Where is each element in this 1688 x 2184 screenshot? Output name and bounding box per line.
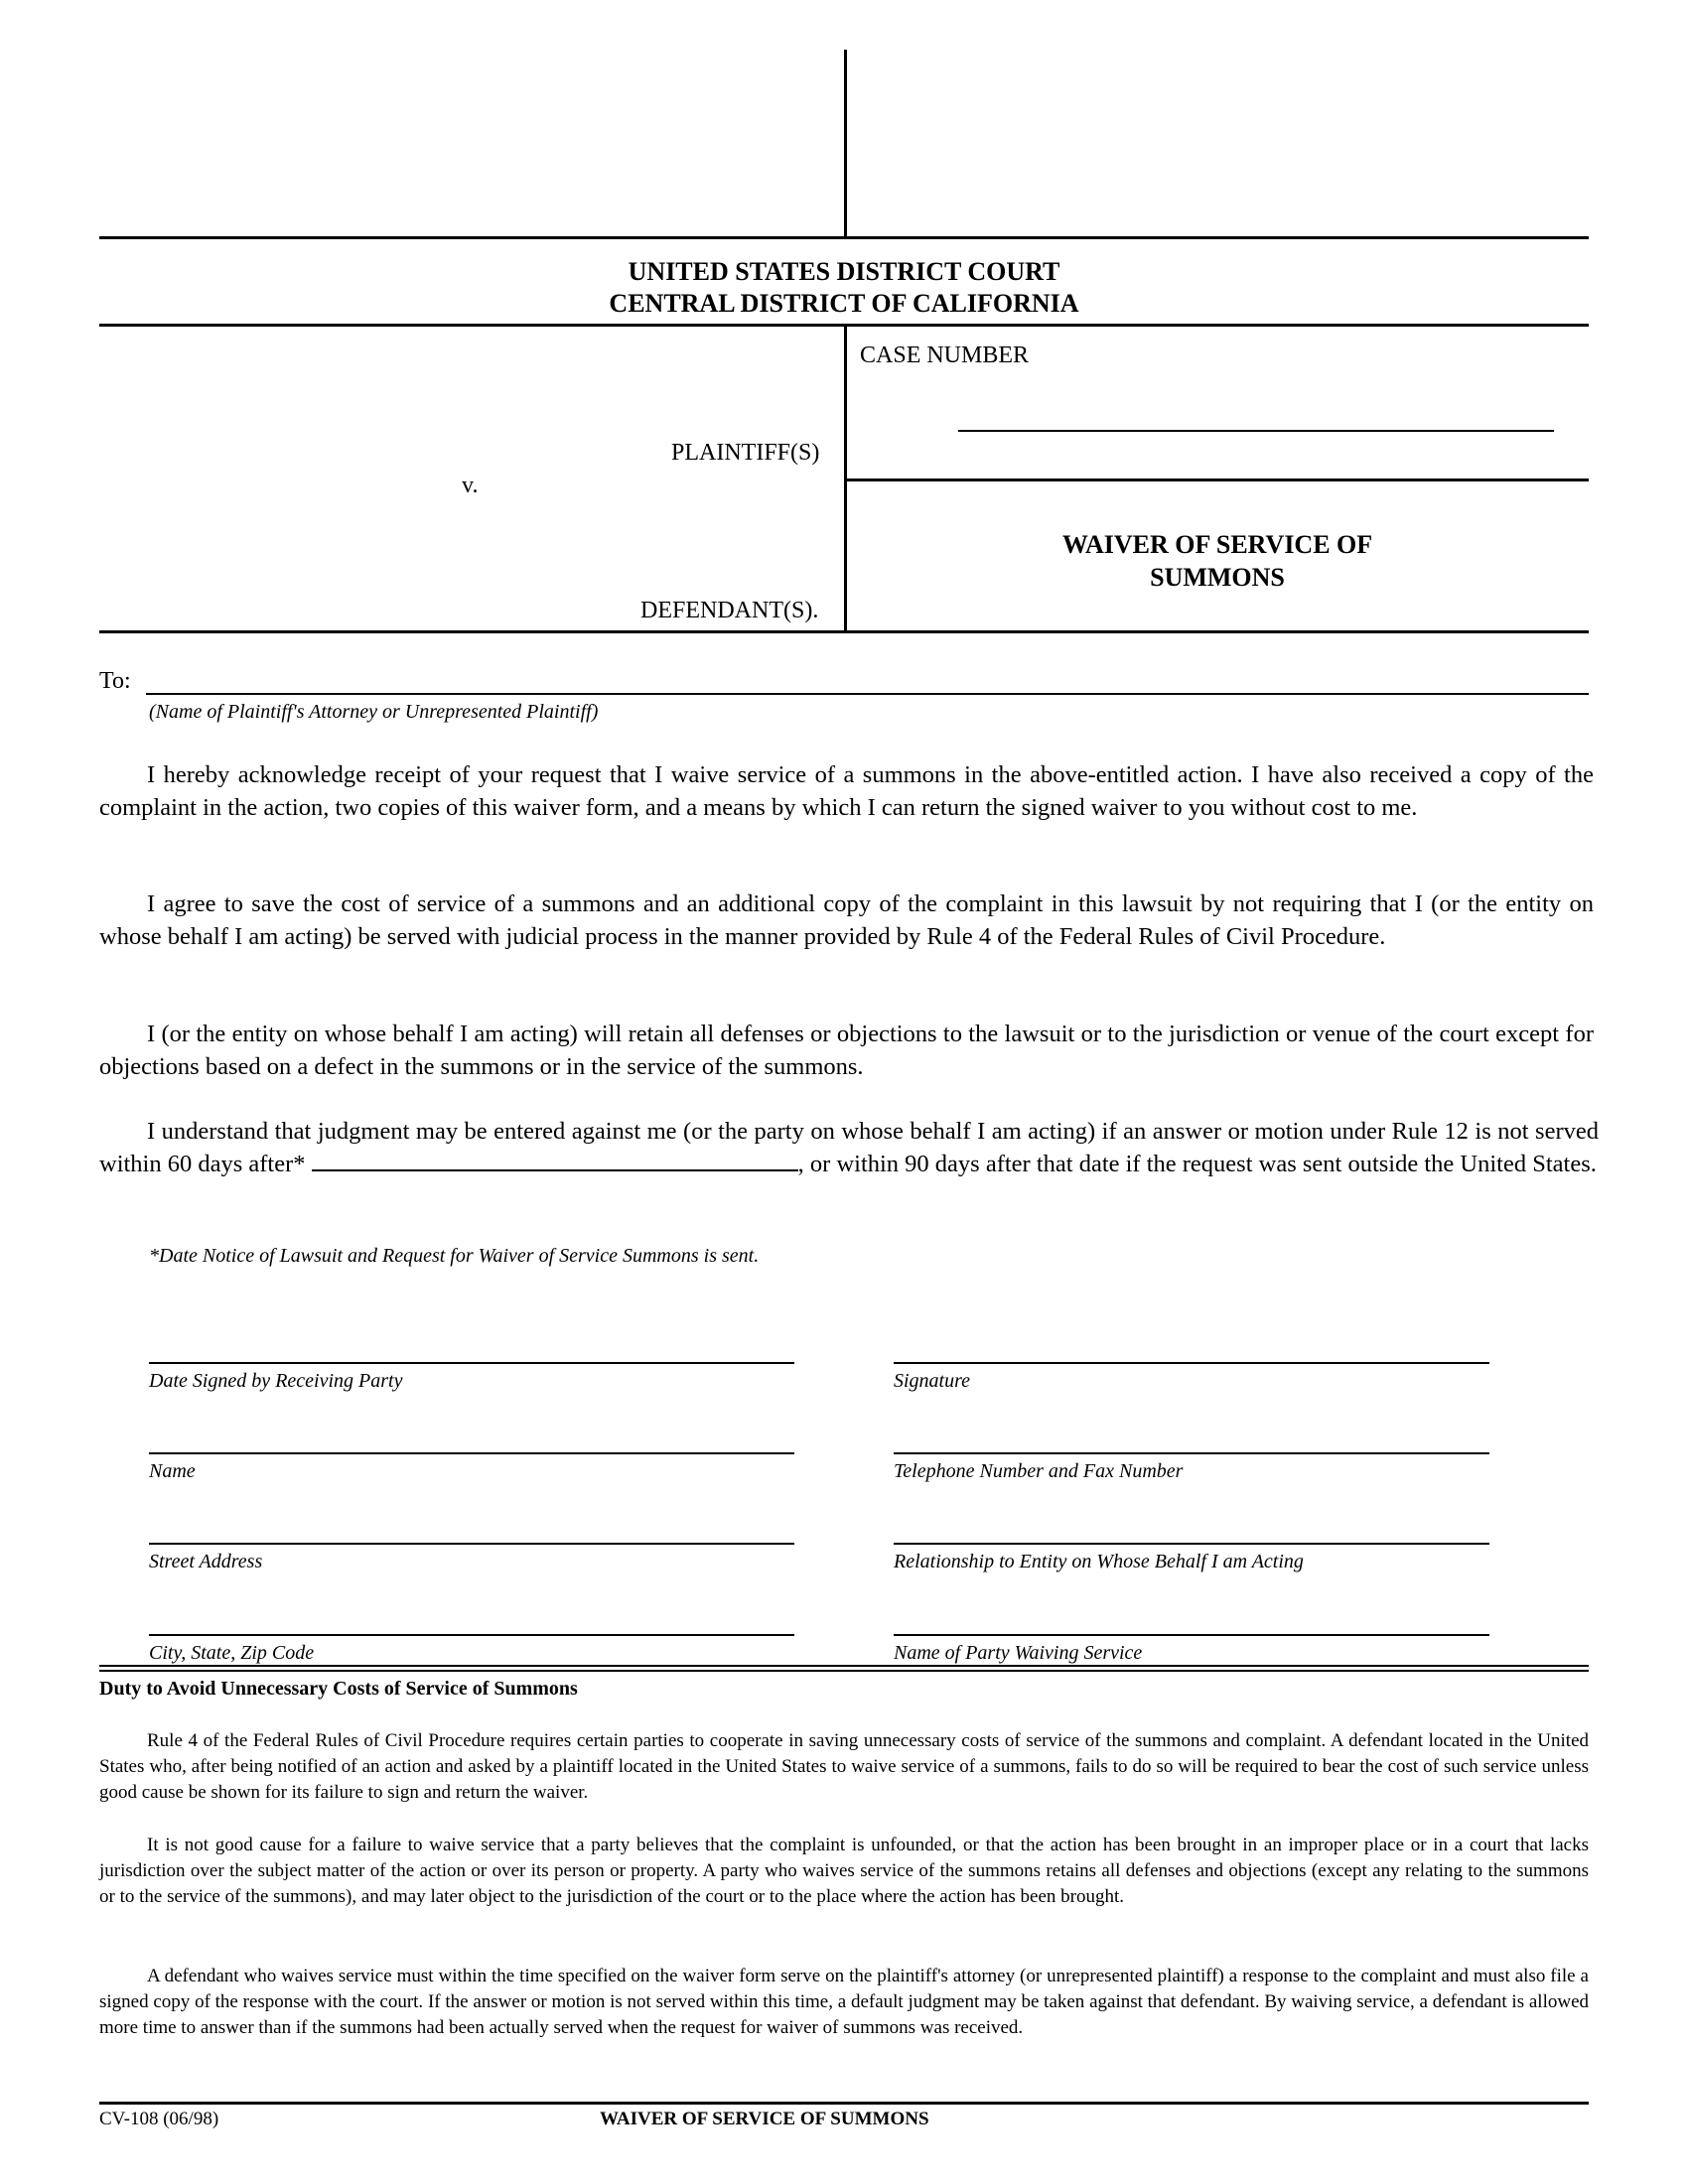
to-hint: (Name of Plaintiff's Attorney or Unrepresented Plaintiff)	[149, 701, 599, 723]
notice-date-field[interactable]	[312, 1148, 798, 1171]
versus-label: v.	[462, 473, 479, 498]
signature-label: Signature	[894, 1370, 971, 1392]
paragraph-retain-text: I (or the entity on whose behalf I am acting) will retain all defenses or objections to the lawsuit or to the jurisdiction or venue of the court except for objections based on a defect in the summons or in the service of the summons.	[99, 1021, 1594, 1080]
duty-paragraph-response-text: A defendant who waives service must within the time specified on the waiver form serve on the plaintiff's attorney (or unrepresented plaintiff) a response to the complaint and must also file a signed copy of the response with the court. If the answer or motion is not served within this time, a default judgment may be taken against that defendant. By waiving service, a defendant is allowed more time to answer than if the summons had been actually served when the request for waiver of summons was received.	[99, 1966, 1589, 2038]
paragraph-acknowledge-text: I hereby acknowledge receipt of your request that I waive service of a summons in the above-entitled action. I have also received a copy of the complaint in the action, two copies of this waiver form, and a means by which I can return the signed waiver to you without cost to me.	[99, 761, 1594, 821]
city-state-zip-field[interactable]	[149, 1634, 794, 1636]
form-title-line2: SUMMONS	[1150, 563, 1285, 592]
street-address-label: Street Address	[149, 1551, 263, 1572]
duty-paragraph-rule4	[99, 1728, 1589, 1806]
relationship-label: Relationship to Entity on Whose Behalf I am Acting	[894, 1551, 1304, 1572]
paragraph-judgment-text2: , or within 90 days after that date if the request was sent outside the United States.	[797, 1151, 1597, 1177]
duty-paragraph-good-cause	[99, 1833, 1589, 1910]
duty-paragraph-good-cause-text: It is not good cause for a failure to waive service that a party believes that the complaint is unfounded, or that the action has been brought in an improper place or in a court that lacks jurisdiction over the subject matter of the action or over its person or property. A party who waives service of the summons retains all defenses and objections (except any relating to the summons or to the service of the summons), and may later object to the jurisdiction of the court or to the place where the action has been brought.	[99, 1835, 1589, 1907]
form-number: CV-108 (06/98)	[99, 2109, 219, 2129]
form-title-line1: WAIVER OF SERVICE OF	[1061, 530, 1373, 559]
case-number-label: CASE NUMBER	[860, 342, 1030, 368]
plaintiff-label: PLAINTIFF(S)	[671, 440, 820, 466]
footer-form-title: WAIVER OF SERVICE OF SUMMONS	[600, 2109, 929, 2129]
caption-bottom-rule	[99, 630, 1589, 633]
header-top-rule	[99, 236, 1589, 239]
telephone-label: Telephone Number and Fax Number	[894, 1460, 1184, 1482]
to-label: To:	[99, 668, 131, 694]
paragraph-judgment	[99, 1115, 1599, 1180]
court-district: CENTRAL DISTRICT OF CALIFORNIA	[609, 289, 1079, 318]
paragraph-acknowledge	[99, 758, 1594, 824]
top-vertical-divider	[844, 50, 847, 238]
duty-heading: Duty to Avoid Unnecessary Costs of Service of Summons	[99, 1678, 578, 1700]
street-address-field[interactable]	[149, 1543, 794, 1545]
party-name-label: Name of Party Waiving Service	[894, 1642, 1143, 1664]
city-state-zip-label: City, State, Zip Code	[149, 1642, 315, 1664]
paragraph-agree	[99, 887, 1594, 953]
name-field[interactable]	[149, 1452, 794, 1454]
date-signed-label: Date Signed by Receiving Party	[149, 1370, 403, 1392]
party-name-field[interactable]	[894, 1634, 1489, 1636]
case-number-field[interactable]	[958, 430, 1554, 432]
paragraph-judgment-text1: I understand that judgment may be entered against me (or the party on whose behalf I am acting) if an answer or motion under Rule 12 is not served within 60 days after*	[99, 1118, 1599, 1177]
form-title	[846, 528, 1589, 594]
signature-field[interactable]	[894, 1362, 1489, 1364]
relationship-field[interactable]	[894, 1543, 1489, 1545]
paragraph-agree-text: I agree to save the cost of service of a summons and an additional copy of the complaint in this lawsuit by not requiring that I (or the entity on whose behalf I am acting) be served with judicial process in the manner provided by Rule 4 of the Federal Rules of Civil Procedure.	[99, 890, 1594, 950]
court-heading	[99, 256, 1589, 320]
duty-double-rule-bottom	[99, 1670, 1589, 1672]
court-name: UNITED STATES DISTRICT COURT	[628, 257, 1060, 286]
defendant-label: DEFENDANT(S).	[640, 598, 819, 623]
case-number-bottom-rule	[844, 478, 1589, 481]
duty-double-rule-top	[99, 1665, 1589, 1667]
name-label: Name	[149, 1460, 196, 1482]
duty-paragraph-response	[99, 1964, 1589, 2041]
telephone-field[interactable]	[894, 1452, 1489, 1454]
duty-paragraph-rule4-text: Rule 4 of the Federal Rules of Civil Procedure requires certain parties to cooperate in saving unnecessary costs of service of the summons and complaint. A defendant located in the United States who, after being notified of an action and asked by a plaintiff located in the United States to waive service of a summons, fails to do so will be required to bear the cost of such service unless good cause be shown for its failure to sign and return the waiver.	[99, 1730, 1589, 1803]
footnote: *Date Notice of Lawsuit and Request for Waiver of Service Summons is sent.	[149, 1245, 760, 1267]
paragraph-retain	[99, 1018, 1594, 1083]
to-name-field[interactable]	[146, 693, 1589, 695]
date-signed-field[interactable]	[149, 1362, 794, 1364]
footer-rule	[99, 2102, 1589, 2105]
